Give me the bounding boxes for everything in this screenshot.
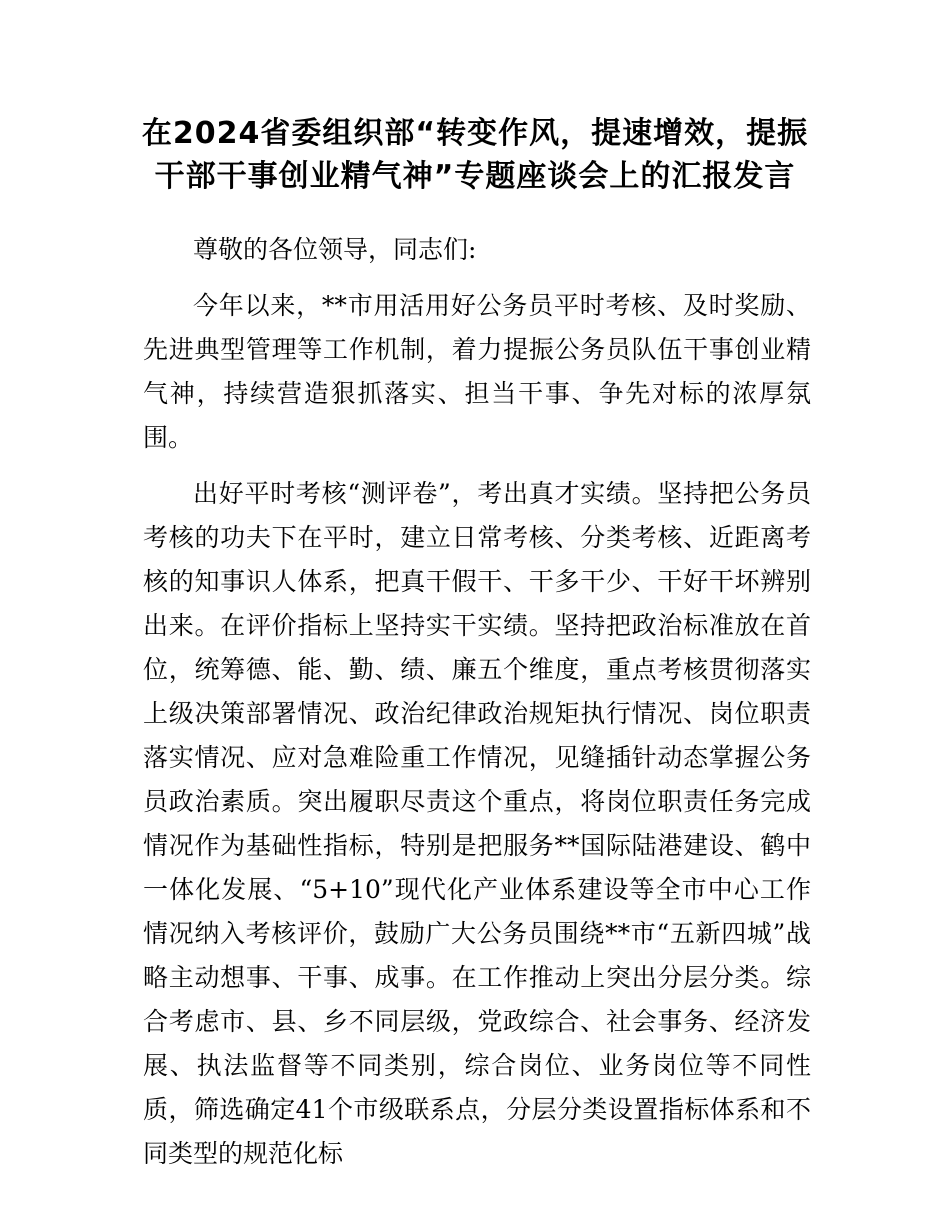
document-title: 在2024省委组织部“转变作风，提速增效，提振干部干事创业精气神”专题座谈会上的汇报发言 [141, 116, 809, 194]
paragraph-2: 出好平时考核“测评卷”，考出真才实绩。坚持把公务员考核的功夫下在平时，建立日常考核、分类考核、近距离考核的知事识人体系，把真干假干、干多干少、干好干坏辨别出来。在评价指标上坚持实干实绩。坚持把政治标准放在首位，统筹德、能、勤、绩、廉五个维度，重点考核贯彻落实上级决策部署情况、政治纪律政治规矩执行情况、岗位职责落实情况、应对急难险重工作情况，见缝插针动态掌握公务员政治素质。突出履职尽责这个重点，将岗位职责任务完成情况作为基础性指标，特别是把服务**国际陆港建设、鹤中一体化发展、“5+10”现代化产业体系建设等全市中心工作情况纳入考核评价，鼓励广大公务员围绕**市“五新四城”战略主动想事、干事、成事。在工作推动上突出分层分类。综合考虑市、县、乡不同层级，党政综合、社会事务、经济发展、执法监督等不同类别，综合岗位、业务岗位等不同性质，筛选确定41个市级联系点，分层分类设置指标体系和不同类型的规范化标 [143, 479, 811, 1168]
document-body [143, 228, 811, 1188]
paragraph-1: 今年以来，**市用活用好公务员平时考核、及时奖励、先进典型管理等工作机制，着力提振公务员队伍干事创业精气神，持续营造狠抓落实、担当干事、争先对标的浓厚氛围。 [143, 291, 811, 452]
salutation: 尊敬的各位领导，同志们: [193, 235, 477, 264]
